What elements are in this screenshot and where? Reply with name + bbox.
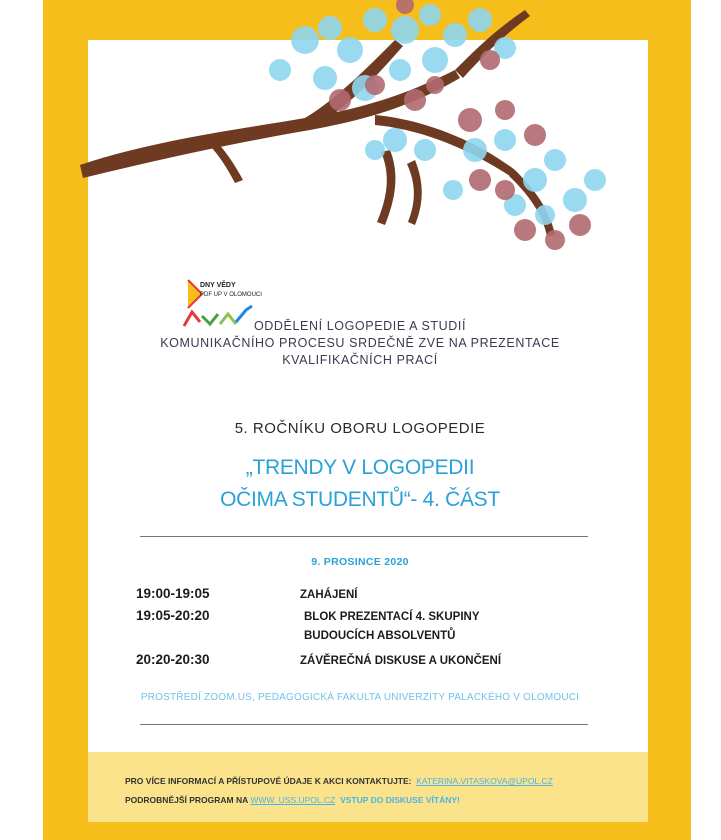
footer-band [88,752,648,822]
schedule-time: 19:00-19:05 [136,586,210,601]
schedule-activity: ZAHÁJENÍ [300,589,358,601]
divider-bottom [140,724,588,725]
website-link[interactable]: WWW. USS.UPOL.CZ [250,795,336,805]
program-text: PODROBNĚJŠÍ PROGRAM NA [125,795,248,805]
schedule-activity: BLOK PREZENTACÍ 4. SKUPINY BUDOUCÍCH ABSOLVENTŮ [304,611,480,642]
venue-text: PROSTŘEDÍ ZOOM.US, PEDAGOGICKÁ FAKULTA UNIVERZITY PALACKÉHO V OLOMOUCI [140,692,580,703]
contact-email-link[interactable]: KATERINA.VITASKOVA@UPOL.CZ [416,776,553,786]
event-date: 9. PROSINCE 2020 [311,556,409,568]
program-year-line: 5. ROČNÍKU OBORU LOGOPEDIE [234,420,486,437]
page-edge [708,0,721,840]
divider-top [140,536,588,537]
logo-subtitle: PDF UP V OLOMOUCI [200,292,262,298]
invitation-text: ODDĚLENÍ LOGOPEDIE A STUDIÍ KOMUNIKAČNÍHO PROCESU SRDEČNĚ ZVE NA PREZENTACE KVALIFIKAČNÍCH PRACÍ [160,319,560,367]
schedule-time: 20:20-20:30 [136,652,210,667]
event-headline: „TRENDY V LOGOPEDII OČIMA STUDENTŮ“- 4. ČÁST [220,456,500,511]
contact-line [125,776,553,786]
schedule-activity: ZÁVĚREČNÁ DISKUSE A UKONČENÍ [300,655,502,667]
contact-text: PRO VÍCE INFORMACÍ A PŘÍSTUPOVÉ ÚDAJE K AKCI KONTAKTUJTE: [125,776,412,786]
logo-title: DNY VĚDY [200,282,236,289]
schedule-time: 19:05-20:20 [136,608,210,623]
tree-branch-illustration [75,0,645,270]
welcome-text: VSTUP DO DISKUSE VÍTÁNY! [340,795,460,805]
program-line [125,795,460,805]
